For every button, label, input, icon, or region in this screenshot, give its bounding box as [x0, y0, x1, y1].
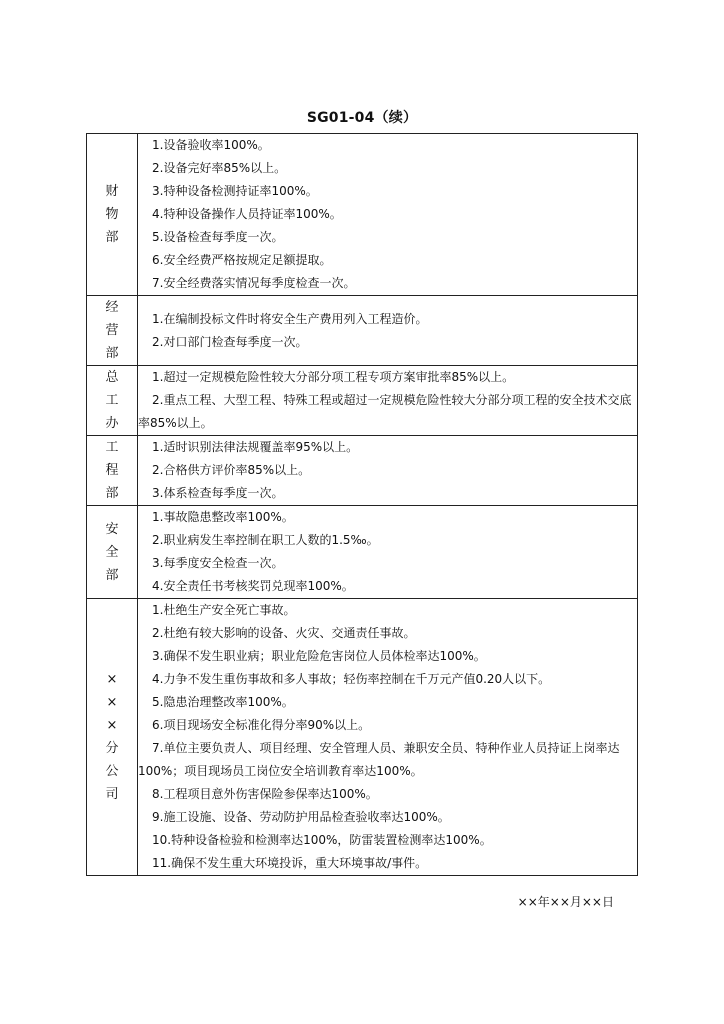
target-item: 7.单位主要负责人、项目经理、安全管理人员、兼职安全员、特种作业人员持证上岗率达100%；项目现场员工岗位安全培训教育率达100%。 — [138, 741, 620, 778]
target-item: 5.设备检查每季度一次。 — [152, 230, 284, 244]
department-char: 全 — [105, 544, 119, 560]
department-cell — [87, 506, 138, 599]
department-char: 工 — [105, 440, 119, 455]
targets-cell — [138, 436, 638, 506]
target-item: 5.隐患治理整改率100%。 — [152, 695, 294, 709]
department-cell — [87, 599, 138, 876]
department-char: 部 — [105, 567, 119, 583]
table-row — [87, 599, 638, 876]
target-item: 6.安全经费严格按规定足额提取。 — [152, 253, 332, 267]
department-char: 部 — [105, 230, 119, 245]
targets-cell — [138, 366, 638, 436]
department-char: × — [106, 672, 118, 687]
department-cell — [87, 134, 138, 296]
target-item: 1.事故隐患整改率100%。 — [152, 510, 294, 524]
department-char: 办 — [105, 416, 119, 431]
target-item: 1.在编制投标文件时将安全生产费用列入工程造价。 — [152, 311, 428, 326]
target-item: 2.杜绝有较大影响的设备、火灾、交通责任事故。 — [152, 626, 416, 640]
document-title: SG01-04（续） — [306, 110, 418, 126]
table-row — [87, 436, 638, 506]
target-item: 3.每季度安全检查一次。 — [152, 556, 284, 570]
target-item: 3.体系检查每季度一次。 — [152, 486, 284, 500]
target-item: 1.杜绝生产安全死亡事故。 — [152, 603, 296, 617]
department-char: 分 — [105, 741, 119, 756]
target-item: 2.重点工程、大型工程、特殊工程或超过一定规模危险性较大分部分项工程的安全技术交底率85%以上。 — [138, 393, 632, 430]
department-cell — [87, 436, 138, 506]
department-char: × — [106, 718, 118, 733]
department-char: 程 — [105, 463, 119, 478]
table-row — [87, 296, 638, 366]
targets-table — [86, 133, 638, 876]
targets-cell — [138, 599, 638, 876]
department-char: 经 — [105, 300, 119, 315]
target-item: 8.工程项目意外伤害保险参保率达100%。 — [152, 787, 378, 801]
target-item: 4.力争不发生重伤事故和多人事故；轻伤率控制在千万元产值0.20人以下。 — [152, 672, 551, 686]
target-item: 3.确保不发生职业病；职业危险危害岗位人员体检率达100%。 — [152, 649, 486, 663]
targets-cell — [138, 134, 638, 296]
department-char: 公 — [105, 764, 119, 779]
target-item: 2.对口部门检查每季度一次。 — [152, 334, 308, 349]
target-item: 4.特种设备操作人员持证率100%。 — [152, 207, 342, 221]
targets-cell — [138, 296, 638, 366]
department-char: 安 — [105, 521, 119, 537]
department-char: 部 — [105, 486, 119, 501]
department-cell — [87, 296, 138, 366]
target-item: 11.确保不发生重大环境投诉，重大环境事故/事件。 — [152, 856, 428, 870]
target-item: 3.特种设备检测持证率100%。 — [152, 184, 318, 198]
department-char: 营 — [105, 323, 119, 338]
department-char: 工 — [105, 393, 119, 408]
department-char: 司 — [105, 787, 119, 802]
department-char: 总 — [105, 370, 119, 385]
target-item: 2.合格供方评价率85%以上。 — [152, 463, 311, 477]
target-item: 6.项目现场安全标准化得分率90%以上。 — [152, 718, 371, 732]
target-item: 2.设备完好率85%以上。 — [152, 161, 287, 175]
table-row — [87, 366, 638, 436]
department-cell — [87, 366, 138, 436]
target-item: 1.适时识别法律法规覆盖率95%以上。 — [152, 440, 359, 454]
department-char: 物 — [105, 207, 119, 222]
department-char: 财 — [105, 184, 119, 199]
table-row — [87, 506, 638, 599]
target-item: 1.超过一定规模危险性较大分部分项工程专项方案审批率85%以上。 — [152, 370, 515, 384]
target-item: 10.特种设备检验和检测率达100%，防雷装置检测率达100%。 — [152, 833, 492, 847]
table-row — [87, 134, 638, 296]
target-item: 1.设备验收率100%。 — [152, 138, 270, 152]
department-char: × — [106, 695, 118, 710]
target-item: 7.安全经费落实情况每季度检查一次。 — [152, 276, 356, 290]
target-item: 4.安全责任书考核奖罚兑现率100%。 — [152, 579, 354, 593]
targets-cell — [138, 506, 638, 599]
date-line: ××年××月××日 — [517, 895, 614, 909]
target-item: 9.施工设施、设备、劳动防护用品检查验收率达100%。 — [152, 810, 450, 824]
department-char: 部 — [105, 346, 119, 361]
target-item: 2.职业病发生率控制在职工人数的1.5‰。 — [152, 533, 379, 547]
